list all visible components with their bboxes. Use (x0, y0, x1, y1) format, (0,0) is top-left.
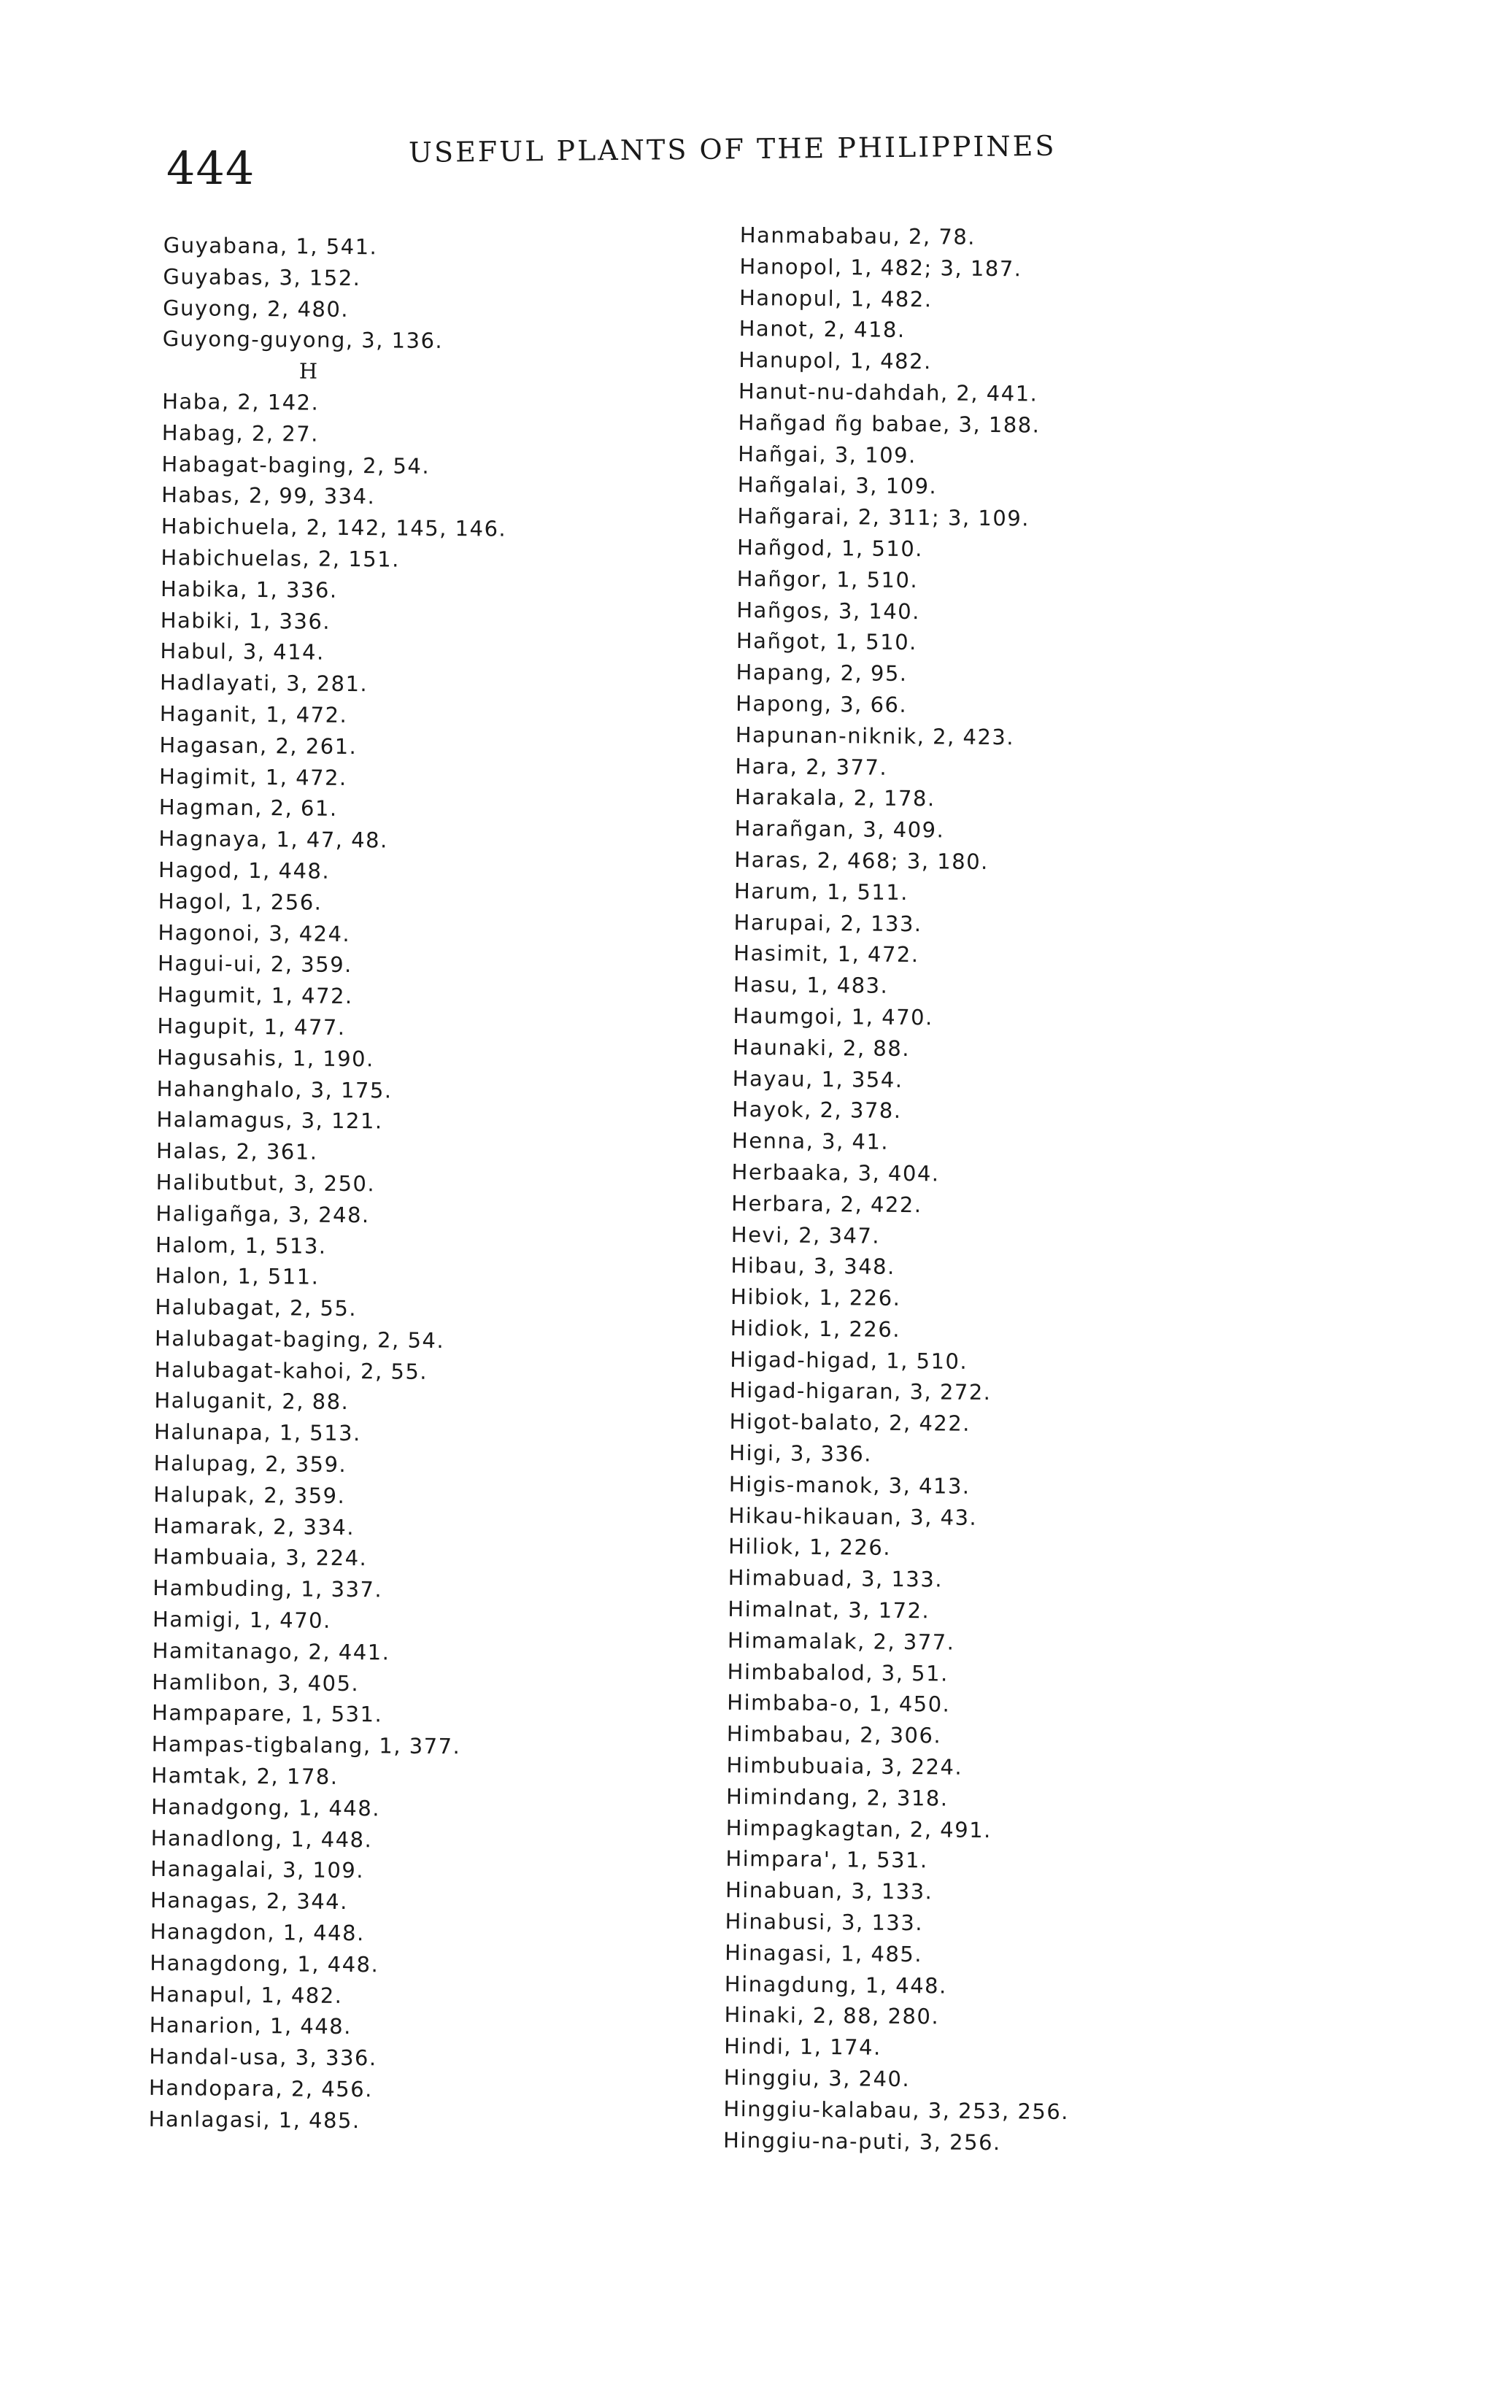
index-entry: Hibau, 3, 348. (730, 1253, 895, 1280)
running-title: USEFUL PLANTS OF THE PHILIPPINES (408, 129, 1057, 169)
index-entry: Haumgoi, 1, 470. (733, 1003, 933, 1030)
index-entry: Hikau-hikauan, 3, 43. (728, 1502, 978, 1530)
index-entry: Hayau, 1, 354. (732, 1065, 903, 1092)
index-entry: Hañgot, 1, 510. (736, 628, 917, 655)
index-entry: Harum, 1, 511. (733, 878, 909, 905)
index-entry: Hanut-nu-dahdah, 2, 441. (738, 378, 1038, 406)
index-entry: Haluganit, 2, 88. (154, 1388, 350, 1415)
index-entry: Hagui-ui, 2, 359. (157, 951, 352, 978)
index-entry: Habichuela, 2, 142, 145, 146. (161, 514, 507, 541)
index-entry: Henna, 3, 41. (731, 1128, 890, 1154)
index-entry: Halibutbut, 3, 250. (155, 1169, 376, 1197)
index-entry: Hayok, 2, 378. (732, 1097, 902, 1124)
index-entry: Hagupit, 1, 477. (157, 1013, 346, 1040)
section-letter-h: H (298, 358, 318, 384)
index-entry: Hapong, 3, 66. (736, 690, 908, 717)
index-column-left (148, 230, 509, 2137)
index-entry: Haba, 2, 142. (162, 388, 320, 415)
index-entry: Halupak, 2, 359. (153, 1481, 346, 1508)
index-entry: Harupai, 2, 133. (733, 909, 922, 936)
index-entry: Higot-balato, 2, 422. (729, 1409, 971, 1437)
index-entry: Haunaki, 2, 88. (732, 1034, 911, 1061)
index-entry: Hapang, 2, 95. (736, 660, 908, 687)
index-entry: Halubagat-kahoi, 2, 55. (154, 1357, 428, 1384)
index-entry: Hañgarai, 2, 311; 3, 109. (737, 503, 1030, 531)
index-entry: Hagasan, 2, 261. (159, 732, 358, 759)
index-entry: Hinagasi, 1, 485. (725, 1940, 923, 1967)
index-entry: Hañgor, 1, 510. (736, 566, 919, 593)
index-entry: Himalnat, 3, 172. (728, 1596, 930, 1624)
index-entry: Hañgai, 3, 109. (738, 441, 917, 468)
index-entry: Hinaki, 2, 88, 280. (724, 2002, 940, 2029)
index-entry: Hañgad ñg babae, 3, 188. (738, 409, 1041, 438)
index-list-h-continued (723, 220, 1086, 2158)
index-entry: Haganit, 1, 472. (159, 701, 348, 728)
index-entry: Hambuaia, 3, 224. (153, 1544, 368, 1571)
index-entry: Hamtak, 2, 178. (151, 1762, 339, 1789)
index-entry: Hanagalai, 3, 109. (150, 1856, 365, 1883)
index-entry: Hanadlong, 1, 448. (150, 1825, 373, 1852)
index-entry: Hamigi, 1, 470. (152, 1607, 331, 1633)
index-entry: Halupag, 2, 359. (153, 1451, 347, 1478)
index-entry: Hagusahis, 1, 190. (156, 1044, 374, 1072)
index-entry: Himbaba-o, 1, 450. (727, 1690, 951, 1718)
index-entry: Halunapa, 1, 513. (153, 1419, 361, 1446)
index-entry: Guyong-guyong, 3, 136. (162, 326, 444, 354)
index-entry: Higi, 3, 336. (729, 1440, 873, 1467)
index-entry: Hanopul, 1, 482. (738, 285, 933, 312)
index-entry: Hevi, 2, 347. (730, 1222, 881, 1249)
index-entry: Hasu, 1, 483. (733, 972, 889, 998)
index-entry: Hagol, 1, 256. (158, 888, 323, 915)
index-entry: Hindi, 1, 174. (724, 2034, 882, 2061)
index-entry: Hampapare, 1, 531. (151, 1700, 383, 1727)
index-entry: Hadlayati, 3, 281. (159, 670, 369, 697)
index-entry: Hagnaya, 1, 47, 48. (158, 826, 388, 853)
index-entry: Hara, 2, 377. (735, 753, 888, 780)
index-entry: Hanmababau, 2, 78. (739, 222, 976, 250)
index-entry: Himamalak, 2, 377. (727, 1627, 955, 1655)
index-entry: Higis-manok, 3, 413. (728, 1471, 971, 1499)
index-entry: Hañgalai, 3, 109. (737, 472, 938, 499)
index-entry: Himpara', 1, 531. (725, 1846, 928, 1873)
index-entry: Habichuelas, 2, 151. (161, 544, 401, 572)
index-entry: Hiliok, 1, 226. (728, 1534, 892, 1561)
index-entry: Hanot, 2, 418. (738, 316, 906, 343)
index-entry: Hanlagasi, 1, 485. (148, 2106, 360, 2134)
index-entry: Habagat-baging, 2, 54. (161, 451, 431, 479)
index-entry: Hidiok, 1, 226. (730, 1315, 901, 1342)
index-entry: Higad-higaran, 3, 272. (729, 1378, 992, 1405)
index-entry: Halubagat-baging, 2, 54. (154, 1325, 445, 1353)
index-entry: Handal-usa, 3, 336. (149, 2044, 377, 2071)
index-entry: Hamarak, 2, 334. (153, 1513, 355, 1540)
index-entry: Halamagus, 3, 121. (156, 1107, 383, 1134)
index-entry: Hinggiu-na-puti, 3, 256. (722, 2127, 1001, 2155)
index-entry: Hanarion, 1, 448. (149, 2013, 352, 2040)
index-entry: Himpagkagtan, 2, 491. (725, 1815, 992, 1842)
index-entry: Harakala, 2, 178. (734, 784, 936, 811)
index-entry: Himindang, 2, 318. (725, 1783, 949, 1811)
index-entry: Hagimit, 1, 472. (158, 763, 347, 790)
index-entry: Halon, 1, 511. (155, 1263, 320, 1290)
index-entry: Hasimit, 1, 472. (733, 941, 919, 968)
index-entry: Habiki, 1, 336. (160, 607, 331, 634)
index-entry: Hagonoi, 3, 424. (158, 919, 351, 946)
index-entry: Hañgos, 3, 140. (736, 597, 921, 624)
index-entry: Guyabana, 1, 541. (163, 232, 378, 260)
index-entry: Hahanghalo, 3, 175. (156, 1076, 393, 1103)
index-entry: Hamlibon, 3, 405. (152, 1669, 360, 1696)
index-entry: Harañgan, 3, 409. (734, 816, 945, 843)
index-entry: Hanapul, 1, 482. (149, 1981, 343, 2008)
index-entry: Himbabau, 2, 306. (726, 1721, 942, 1748)
index-entry: Hinggiu, 3, 240. (723, 2064, 911, 2092)
index-entry: Halom, 1, 513. (155, 1232, 327, 1259)
index-entry: Hagman, 2, 61. (158, 795, 338, 822)
index-entry: Hinagdung, 1, 448. (724, 1971, 947, 1999)
index-entry: Higad-higad, 1, 510. (730, 1346, 968, 1374)
index-entry: Hambuding, 1, 337. (153, 1575, 383, 1602)
index-entry: Habika, 1, 336. (161, 576, 338, 603)
index-entry: Haligañga, 3, 248. (155, 1200, 370, 1227)
index-entry: Hampas-tigbalang, 1, 377. (151, 1732, 461, 1759)
page-number: 444 (166, 142, 255, 195)
index-entry: Herbaaka, 3, 404. (731, 1159, 940, 1186)
index-entry: Hinggiu-kalabau, 3, 253, 256. (723, 2096, 1070, 2124)
index-entry: Guyong, 2, 480. (163, 295, 350, 322)
index-entry: Habas, 2, 99, 334. (161, 482, 376, 509)
index-entry: Hanagdong, 1, 448. (150, 1950, 379, 1977)
index-list-h (148, 386, 507, 2137)
index-entry: Himbabalod, 3, 51. (727, 1659, 949, 1686)
index-entry: Hanupol, 1, 482. (738, 347, 932, 374)
index-entry: Himabuad, 3, 133. (728, 1565, 944, 1592)
index-entry: Halubagat, 2, 55. (155, 1294, 358, 1321)
index-entry: Hañgod, 1, 510. (736, 534, 924, 562)
index-entry: Hanagdon, 1, 448. (150, 1918, 365, 1946)
index-entry: Hagod, 1, 448. (158, 857, 331, 884)
index-entry: Hinabusi, 3, 133. (725, 1908, 924, 1936)
index-entry: Hanopol, 1, 482; 3, 187. (739, 253, 1022, 282)
index-entry: Guyabas, 3, 152. (163, 263, 361, 290)
index-entry: Habul, 3, 414. (160, 638, 325, 665)
index-entry: Hagumit, 1, 472. (157, 982, 353, 1009)
index-entry: Hanagas, 2, 344. (150, 1888, 349, 1915)
index-entry: Hamitanago, 2, 441. (152, 1637, 390, 1665)
index-entry: Hanadgong, 1, 448. (150, 1794, 381, 1821)
index-column-right (723, 220, 1086, 2158)
index-entry: Haras, 2, 468; 3, 180. (734, 846, 989, 874)
index-entry: Hapunan-niknik, 2, 423. (735, 722, 1015, 750)
index-list-g (163, 230, 509, 358)
index-entry: Halas, 2, 361. (155, 1138, 318, 1165)
index-entry: Habag, 2, 27. (161, 420, 320, 447)
index-entry: Himbubuaia, 3, 224. (726, 1752, 963, 1780)
index-entry: Herbara, 2, 422. (731, 1190, 922, 1217)
index-entry: Hibiok, 1, 226. (730, 1284, 901, 1311)
index-entry: Handopara, 2, 456. (148, 2075, 374, 2102)
index-entry: Hinabuan, 3, 133. (725, 1878, 933, 1905)
